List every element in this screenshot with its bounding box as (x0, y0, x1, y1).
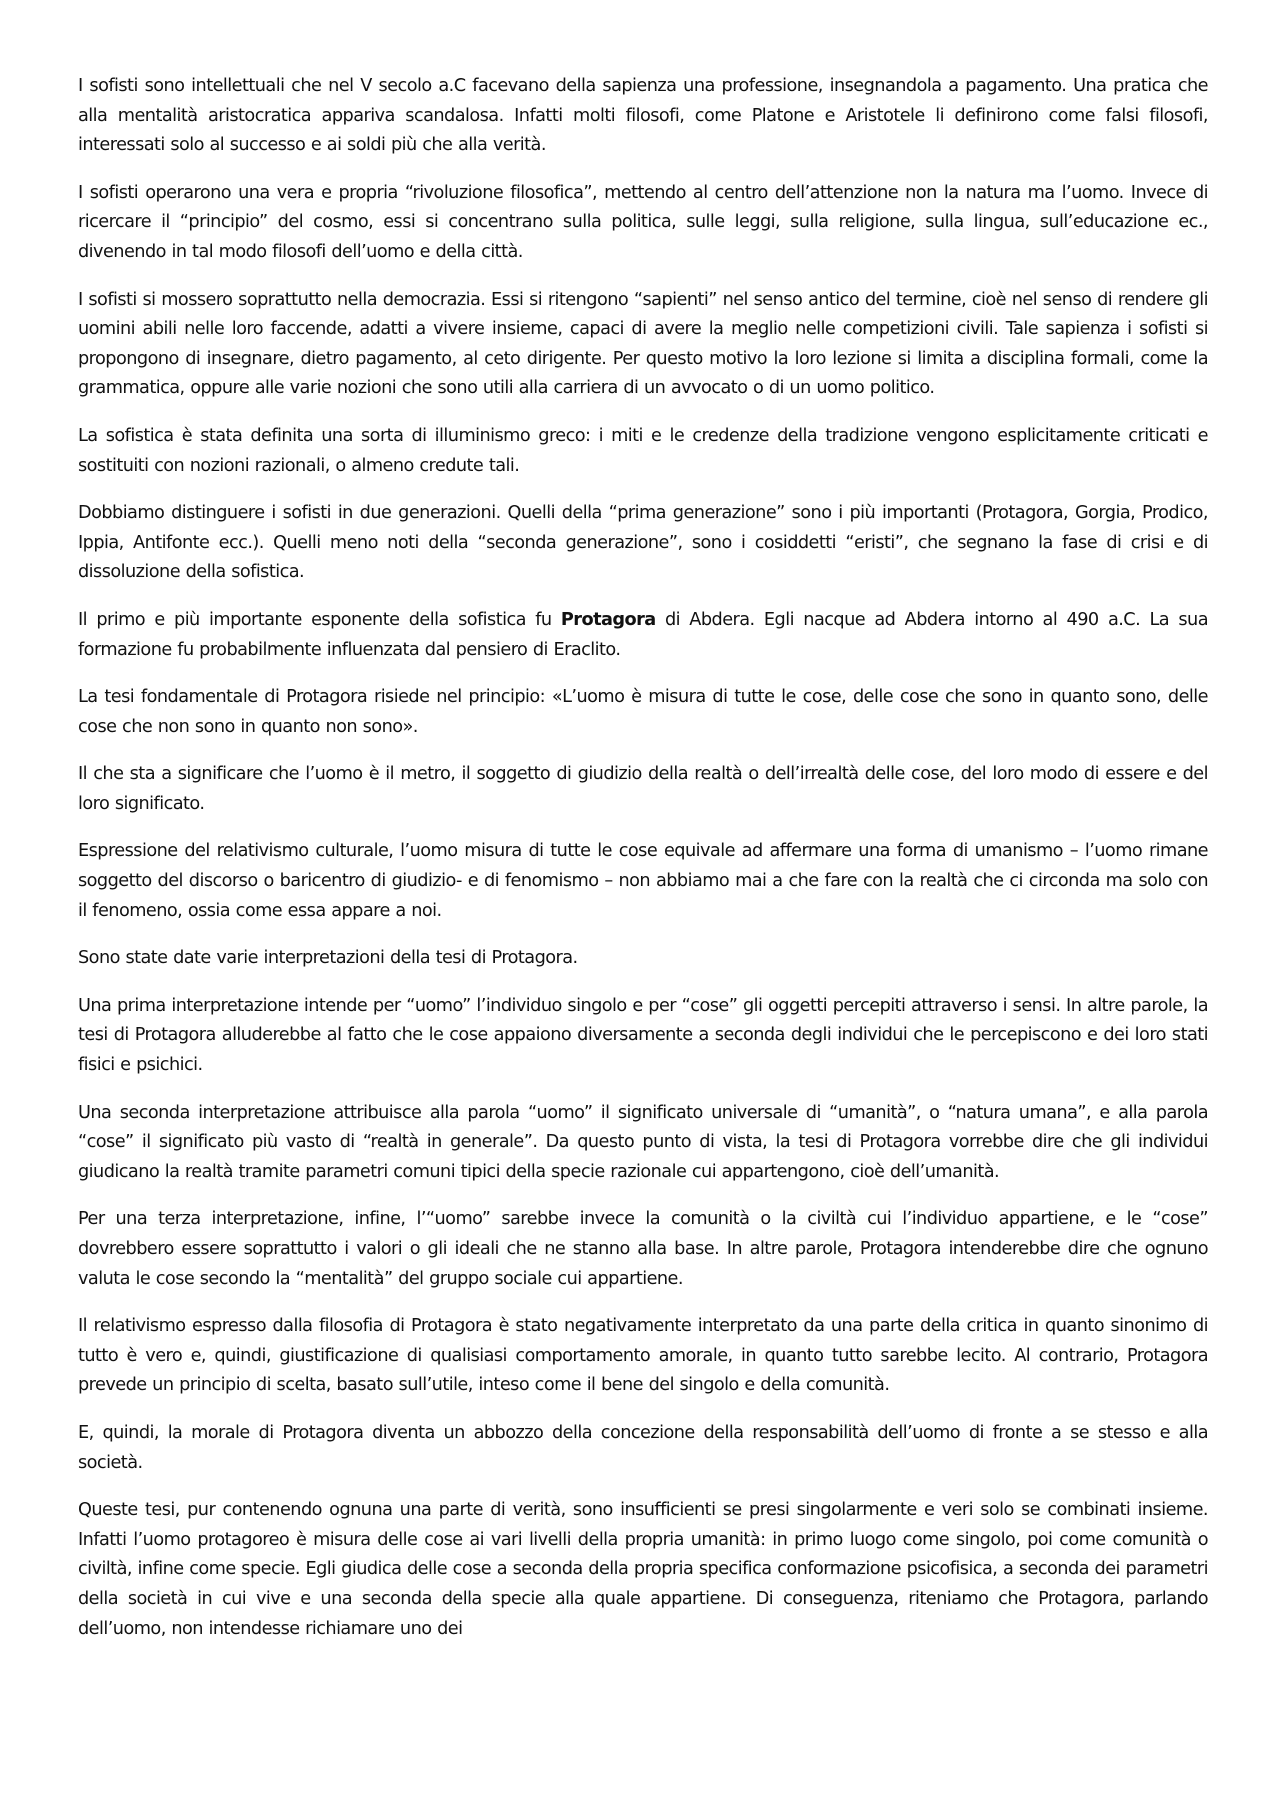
paragraph-critica-relativismo: Il relativismo espresso dalla filosofia di Protagora è stato negativamente interpretato da una parte della critica in quanto sinonimo di tutto è vero e, quindi, giustificazione di qualisiasi comportamento amorale, in quanto tutto sarebbe lecito. Al contrario, Protagora prevede un principio di scelta, basato sull’utile, inteso come il bene del singolo e della comunità. (78, 1316, 1208, 1396)
paragraph-illuminismo-greco: La sofistica è stata definita una sorta di illuminismo greco: i miti e le credenze della tradizione vengono esplicitamente criticati e sostituiti con nozioni razionali, o almeno credute tali. (78, 425, 1208, 476)
paragraph-metro: Il che sta a significare che l’uomo è il metro, il soggetto di giudizio della realtà o dell’irrealtà delle cose, del loro modo di essere e del loro significato. (78, 764, 1208, 814)
paragraph-tesi-fondamentale: La tesi fondamentale di Protagora risiede nel principio: «L’uomo è misura di tutte le cose, delle cose che sono in quanto sono, delle cose che non sono in quanto non sono». (78, 687, 1208, 737)
protagora-text-after: di Abdera. Egli nacque ad Abdera intorno al 490 a.C. La sua formazione fu probabilmente influenzata dal pensiero di Eraclito. (78, 609, 1209, 660)
paragraph-seconda-interpretazione: Una seconda interpretazione attribuisce alla parola “uomo” il significato universale di “umanità”, o “natura umana”, e alla parola “cose” il significato più vasto di “realtà in generale”. Da questo punto di vista, la tesi di Protagora vorrebbe dire che gli individui giudicano la realtà tramite parametri comuni tipici della specie razionale cui appartengono, cioè dell’umanità. (78, 1102, 1208, 1182)
paragraph-terza-interpretazione: Per una terza interpretazione, infine, l’“uomo” sarebbe invece la comunità o la civiltà cui l’individuo appartiene, e le “cose” dovrebbero essere soprattutto i valori o gli ideali che ne stanno alla base. In altre parole, Protagora intenderebbe dire che ognuno valuta le cose secondo la “mentalità” del gruppo sociale cui appartiene. (78, 1209, 1208, 1289)
paragraph-democrazia: I sofisti si mossero soprattutto nella democrazia. Essi si ritengono “sapienti” nel senso antico del termine, cioè nel senso di rendere gli uomini abili nelle loro faccende, adatti a vivere insieme, capaci di avere la meglio nelle competizioni civili. Tale sapienza i sofisti si propongono di insegnare, dietro pagamento, al ceto dirigente. Per questo motivo la loro lezione si limita a disciplina formali, come la grammatica, oppure alle varie nozioni che sono utili alla carriera di un avvocato o di un uomo politico. (78, 289, 1208, 399)
protagora-text-before: Il primo e più importante esponente della sofistica fu (78, 609, 561, 630)
paragraph-relativismo: Espressione del relativismo culturale, l’uomo misura di tutte le cose equivale ad affermare una forma di umanismo – l’uomo rimane soggetto del discorso o baricentro di giudizio- e di fenomismo – non abbiamo mai a che fare con la realtà che ci circonda ma solo con il fenomeno, ossia come essa appare a noi. (78, 841, 1208, 921)
paragraph-interpretazioni: Sono state date varie interpretazioni della tesi di Protagora. (78, 948, 578, 969)
paragraph-generazioni: Dobbiamo distinguere i sofisti in due generazioni. Quelli della “prima generazione” sono i più importanti (Protagora, Gorgia, Prodico, Ippia, Antifonte ecc.). Quelli meno noti della “seconda generazione”, sono i cosiddetti “eristi”, che segnano la fase di crisi e di dissoluzione della sofistica. (78, 503, 1208, 583)
protagora-name-bold: Protagora (560, 609, 656, 630)
paragraph-protagora (78, 606, 1208, 665)
paragraph-morale: E, quindi, la morale di Protagora diventa un abbozzo della concezione della responsabilità dell’uomo di fronte a se stesso e alla società. (78, 1422, 1208, 1473)
paragraph-sofisti-intro: I sofisti sono intellettuali che nel V secolo a.C facevano della sapienza una professione, insegnandola a pagamento. Una pratica che alla mentalità aristocratica appariva scandalosa. Infatti molti filosofi, come Platone e Aristotele li definirono come falsi filosofi, interessati solo al successo e ai soldi più che alla verità. (78, 76, 1208, 156)
paragraph-prima-interpretazione: Una prima interpretazione intende per “uomo” l’individuo singolo e per “cose” gli oggetti percepiti attraverso i sensi. In altre parole, la tesi di Protagora alluderebbe al fatto che le cose appaiono diversamente a seconda degli individui che le percepiscono e dei loro stati fisici e psichici. (78, 995, 1208, 1076)
paragraph-rivoluzione-filosofica: I sofisti operarono una vera e propria “rivoluzione filosofica”, mettendo al centro dell’attenzione non la natura ma l’uomo. Invece di ricercare il “principio” del cosmo, essi si concentrano sulla politica, sulle leggi, sulla religione, sulla lingua, sull’educazione ec., divenendo in tal modo filosofi dell’uomo e della città. (78, 182, 1208, 262)
document-page (78, 72, 1208, 1644)
paragraph-conclusione: Queste tesi, pur contenendo ognuna una parte di verità, sono insufficienti se presi singolarmente e veri solo se combinati insieme. Infatti l’uomo protagoreo è misura delle cose ai vari livelli della propria umanità: in primo luogo come singolo, poi come comunità o civiltà, infine come specie. Egli giudica delle cose a seconda della propria specifica conformazione psicofisica, a seconda dei parametri della società in cui vive e una seconda della specie alla quale appartiene. Di conseguenza, riteniamo che Protagora, parlando dell’uomo, non intendesse richiamare uno dei (78, 1500, 1208, 1639)
